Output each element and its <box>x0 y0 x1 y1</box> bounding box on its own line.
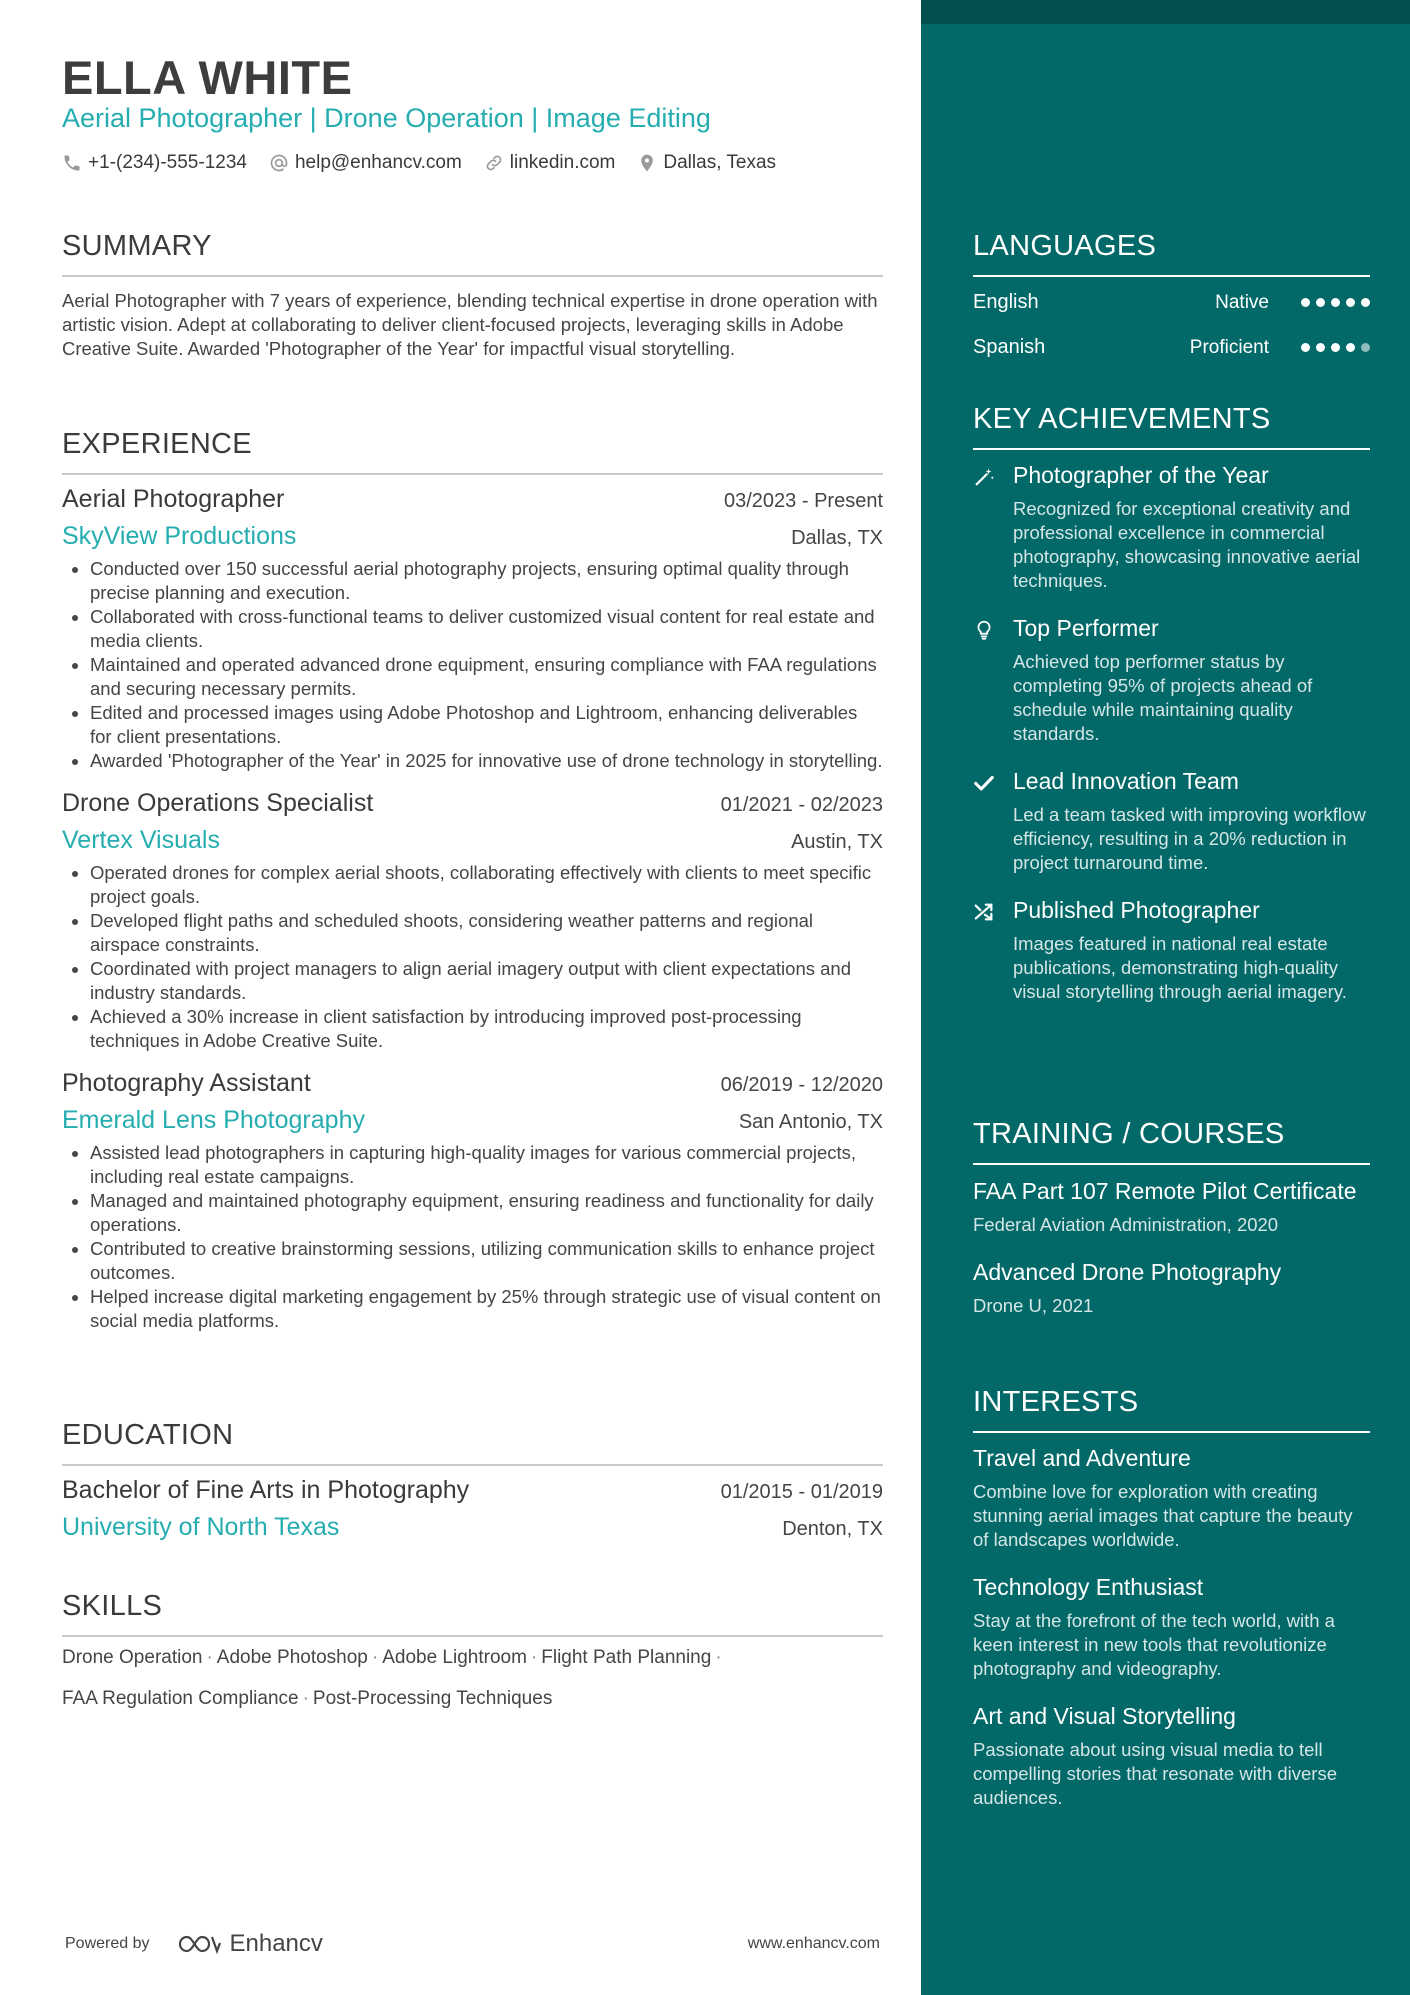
achievement-item <box>973 768 1370 875</box>
bullet: • Managed and maintained photography equipment, ensuring readiness and functionality for daily operations. <box>90 1189 883 1237</box>
contact-linkedin[interactable] <box>484 152 616 174</box>
powered-by <box>65 1930 323 1958</box>
language-rating <box>1301 298 1370 307</box>
experience-section <box>62 428 883 1333</box>
email-text: help@enhancv.com <box>294 152 462 173</box>
rating-dot-filled <box>1331 298 1340 307</box>
experience-title: EXPERIENCE <box>62 428 883 475</box>
skill-separator: · <box>371 1647 379 1668</box>
skill-separator: · <box>302 1688 309 1709</box>
location-icon <box>637 153 657 173</box>
phone-text: +1-(234)-555-1234 <box>88 152 247 173</box>
job-entry <box>62 789 883 1053</box>
link-icon <box>484 153 504 173</box>
bullet: • Assisted lead photographers in capturing high-quality images for various commercial projects, including real estate campaigns. <box>90 1141 883 1189</box>
education-dates: 01/2015 - 01/2019 <box>720 1481 883 1503</box>
languages-section <box>973 230 1370 359</box>
bullet: • Helped increase digital marketing engagement by 25% through strategic use of visual content on social media platforms. <box>90 1285 883 1333</box>
job-company[interactable]: Vertex Visuals <box>62 826 220 854</box>
job-entry <box>62 1069 883 1333</box>
skills-section <box>62 1590 883 1719</box>
achievement-desc: Images featured in national real estate publications, demonstrating high-quality visual storytelling through aerial imagery. <box>1013 933 1347 1002</box>
achievement-desc: Led a team tasked with improving workflow efficiency, resulting in a 20% reduction in project turnaround time. <box>1013 804 1366 873</box>
sidebar <box>921 0 1410 1995</box>
rating-dot-filled <box>1316 343 1325 352</box>
job-location: Dallas, TX <box>791 527 883 549</box>
bullet: • Awarded 'Photographer of the Year' in 2025 for innovative use of drone technology in storytelling. <box>90 749 883 773</box>
contact-location <box>637 152 776 174</box>
interests-section <box>973 1386 1370 1810</box>
language-item <box>973 291 1370 314</box>
achievement-item <box>973 897 1370 1004</box>
powered-by-label: Powered by <box>65 1935 150 1952</box>
skill-item: Adobe Lightroom <box>382 1647 527 1668</box>
interest-item <box>973 1703 1370 1810</box>
language-name: English <box>973 291 1039 313</box>
enhancv-logo-icon <box>176 1932 222 1956</box>
job-dates: 01/2021 - 02/2023 <box>720 794 883 816</box>
interest-title: Technology Enthusiast <box>973 1574 1204 1600</box>
sidebar-top-band <box>921 0 1410 24</box>
education-school[interactable]: University of North Texas <box>62 1513 340 1541</box>
job-role: Photography Assistant <box>62 1069 311 1097</box>
job-role: Drone Operations Specialist <box>62 789 374 817</box>
contact-email[interactable] <box>269 152 462 174</box>
bullet: • Maintained and operated advanced drone equipment, ensuring compliance with FAA regulations and securing necessary permits. <box>90 653 883 701</box>
skills-title: SKILLS <box>62 1590 883 1637</box>
skills-line <box>62 1678 883 1719</box>
at-icon <box>269 153 289 173</box>
bullet: • Achieved a 30% increase in client satisfaction by introducing improved post-processing techniques in Adobe Creative Suite. <box>90 1005 883 1053</box>
language-level: Native <box>1215 291 1269 313</box>
skill-item: Drone Operation <box>62 1647 203 1668</box>
education-title: EDUCATION <box>62 1419 883 1466</box>
shuffle-icon <box>973 901 995 923</box>
rating-dot-filled <box>1346 298 1355 307</box>
rating-dot-filled <box>1301 343 1310 352</box>
interest-desc: Combine love for exploration with creating stunning aerial images that capture the beauty of landscapes worldwide. <box>973 1481 1353 1550</box>
achievement-title: Photographer of the Year <box>1013 462 1269 488</box>
achievements-title: KEY ACHIEVEMENTS <box>973 403 1370 450</box>
brand-logo[interactable] <box>176 1930 323 1958</box>
bullet: • Contributed to creative brainstorming sessions, utilizing communication skills to enhance project outcomes. <box>90 1237 883 1285</box>
skill-separator: · <box>530 1647 538 1668</box>
contact-phone[interactable] <box>62 152 247 174</box>
summary-text: Aerial Photographer with 7 years of experience, blending technical expertise in drone operation with artistic vision. Adept at collaborating to deliver client-focused projects, leveraging skills in Adobe Creative Suite. Awarded 'Photographer of the Year' for impactful visual storytelling. <box>62 290 878 359</box>
bullet: • Developed flight paths and scheduled shoots, considering weather patterns and regional airspace constraints. <box>90 909 883 957</box>
achievement-item <box>973 462 1370 593</box>
candidate-name: ELLA WHITE <box>62 51 353 104</box>
skills-line <box>62 1637 883 1678</box>
education-location: Denton, TX <box>782 1518 883 1540</box>
rating-dot-filled <box>1301 298 1310 307</box>
achievement-desc: Achieved top performer status by completing 95% of projects ahead of schedule while maintaining quality standards. <box>1013 651 1313 744</box>
skill-item: Adobe Photoshop <box>216 1647 368 1668</box>
interest-title: Art and Visual Storytelling <box>973 1703 1236 1729</box>
job-dates: 06/2019 - 12/2020 <box>720 1074 883 1096</box>
education-degree: Bachelor of Fine Arts in Photography <box>62 1476 470 1504</box>
job-company[interactable]: Emerald Lens Photography <box>62 1106 365 1134</box>
course-item <box>973 1177 1370 1236</box>
rating-dot-filled <box>1346 343 1355 352</box>
contact-bar <box>62 152 776 174</box>
interest-desc: Passionate about using visual media to tell compelling stories that resonate with diverse audiences. <box>973 1739 1338 1808</box>
course-provider: Drone U, 2021 <box>973 1295 1094 1316</box>
skill-item: Flight Path Planning <box>541 1647 712 1668</box>
job-bullets <box>62 1141 883 1333</box>
languages-title: LANGUAGES <box>973 230 1370 277</box>
bullet: • Conducted over 150 successful aerial photography projects, ensuring optimal quality through precise planning and execution. <box>90 557 883 605</box>
phone-icon <box>62 153 82 173</box>
training-title: TRAINING / COURSES <box>973 1118 1370 1165</box>
job-location: San Antonio, TX <box>738 1111 883 1133</box>
achievement-item <box>973 615 1370 746</box>
training-section <box>973 1118 1370 1317</box>
education-section <box>62 1419 883 1542</box>
interest-title: Travel and Adventure <box>973 1445 1191 1471</box>
location-text: Dallas, Texas <box>663 152 777 173</box>
job-entry <box>62 485 883 773</box>
interest-item <box>973 1445 1370 1552</box>
bullet: • Collaborated with cross-functional teams to deliver customized visual content for real estate and media clients. <box>90 605 883 653</box>
skill-separator: · <box>206 1647 213 1668</box>
rating-dot-filled <box>1316 298 1325 307</box>
course-title: Advanced Drone Photography <box>973 1259 1282 1285</box>
bullet: • Edited and processed images using Adobe Photoshop and Lightroom, enhancing deliverables for client presentations. <box>90 701 883 749</box>
footer <box>65 1930 880 1958</box>
course-title: FAA Part 107 Remote Pilot Certificate <box>973 1178 1357 1204</box>
course-item <box>973 1258 1370 1317</box>
achievement-title: Top Performer <box>1013 615 1159 641</box>
language-rating <box>1301 343 1370 352</box>
rating-dot-filled <box>1331 343 1340 352</box>
job-company[interactable]: SkyView Productions <box>62 522 297 550</box>
linkedin-text: linkedin.com <box>509 152 616 173</box>
course-provider: Federal Aviation Administration, 2020 <box>973 1214 1279 1235</box>
achievement-title: Lead Innovation Team <box>1013 768 1239 794</box>
bullet: • Operated drones for complex aerial shoots, collaborating effectively with clients to meet specific project goals. <box>90 861 883 909</box>
footer-url[interactable]: www.enhancv.com <box>747 1935 880 1952</box>
achievements-section <box>973 403 1370 1004</box>
brand-name: Enhancv <box>229 1930 323 1957</box>
job-bullets <box>62 557 883 773</box>
achievement-desc: Recognized for exceptional creativity and professional excellence in commercial photography, showcasing innovative aerial techniques. <box>1013 498 1361 591</box>
interests-title: INTERESTS <box>973 1386 1370 1433</box>
language-name: Spanish <box>973 336 1046 358</box>
skill-item: FAA Regulation Compliance <box>62 1688 299 1709</box>
rating-dot-empty <box>1361 343 1370 352</box>
checkmark-icon <box>973 772 995 794</box>
job-bullets <box>62 861 883 1053</box>
headline: Aerial Photographer | Drone Operation | Image Editing <box>62 103 711 133</box>
summary-section <box>62 230 883 361</box>
skill-item: Post-Processing Techniques <box>312 1688 553 1709</box>
interest-desc: Stay at the forefront of the tech world, with a keen interest in new tools that revolutionize photography and videography. <box>973 1610 1335 1679</box>
language-level: Proficient <box>1189 336 1269 358</box>
job-role: Aerial Photographer <box>62 485 285 513</box>
job-location: Austin, TX <box>791 831 883 853</box>
language-item <box>973 336 1370 359</box>
lightbulb-icon <box>973 619 995 641</box>
achievement-title: Published Photographer <box>1013 897 1260 923</box>
summary-title: SUMMARY <box>62 230 883 277</box>
skill-separator: · <box>715 1647 722 1668</box>
interest-item <box>973 1574 1370 1681</box>
job-dates: 03/2023 - Present <box>724 490 883 512</box>
rating-dot-filled <box>1361 298 1370 307</box>
magic-wand-icon <box>973 466 995 488</box>
bullet: • Coordinated with project managers to align aerial imagery output with client expectations and industry standards. <box>90 957 883 1005</box>
